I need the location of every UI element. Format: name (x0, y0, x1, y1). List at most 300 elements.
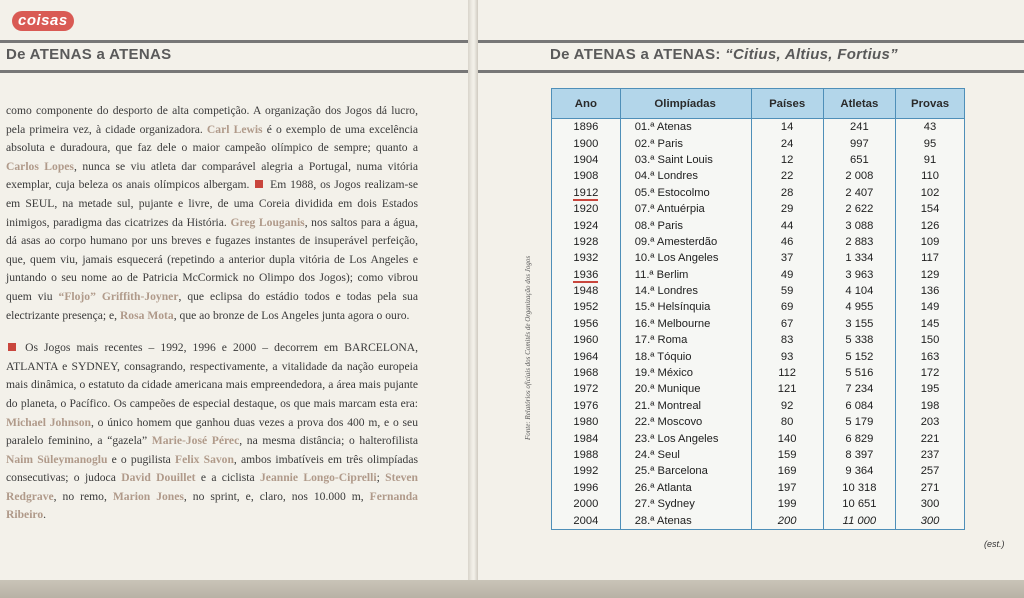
cell-athletes (823, 414, 895, 430)
cell-year-text: 1976 (573, 399, 599, 412)
cell-events-text: 221 (920, 432, 940, 445)
cell-countries-text: 159 (777, 449, 797, 461)
cell-athletes-text: 2 008 (845, 170, 874, 183)
table-row (552, 414, 965, 430)
cell-athletes (823, 430, 895, 446)
highlighted-name: Jeannie Longo-Ciprelli (260, 471, 377, 485)
cell-olympiad-text: 10.ª Los Angeles (634, 252, 719, 265)
highlighted-name: Michael Johnson (6, 415, 91, 429)
cell-countries-text: 83 (780, 334, 794, 347)
cell-year-text: 1952 (573, 301, 599, 314)
cell-countries-text: 140 (777, 432, 797, 445)
cell-year-text: 1912 (573, 186, 599, 199)
cell-olympiad-text: 28.ª Atenas (634, 514, 692, 527)
cell-year (552, 414, 621, 430)
cell-olympiad-text: 21.ª Montreal (634, 399, 702, 412)
cell-year-text: 1932 (573, 252, 599, 265)
cell-events-text: 300 (920, 514, 940, 527)
cell-year-text: 1964 (573, 350, 599, 363)
cell-events (896, 135, 965, 151)
text-run: e a ciclista (195, 471, 260, 485)
cell-year-text: 1968 (573, 367, 599, 380)
cell-year-text: 1980 (573, 416, 599, 429)
text-run: , nunca se viu atleta dar comparável alegria a Portugal, numa vitória exemplar, cuja beleza os anais olímpicos albergam. (6, 159, 418, 192)
cell-athletes-text: 5 338 (845, 334, 874, 347)
cell-events (896, 299, 965, 315)
article-paragraph-2 (6, 339, 418, 525)
cell-countries (751, 414, 823, 430)
cell-olympiad (620, 234, 751, 250)
cell-year (552, 168, 621, 184)
table-row (552, 463, 965, 479)
cell-olympiad-text: 16.ª Melbourne (634, 317, 711, 330)
cell-year-text: 1928 (573, 235, 599, 248)
cell-countries (751, 381, 823, 397)
cell-athletes-text: 5 179 (845, 416, 874, 429)
table-row (552, 283, 965, 299)
article-body (6, 102, 418, 539)
cell-countries (751, 152, 823, 168)
table-row (552, 496, 965, 512)
cell-olympiad (620, 430, 751, 446)
cell-countries (751, 168, 823, 184)
table-row (552, 185, 965, 201)
cell-athletes-text: 3 963 (845, 268, 874, 281)
table-body (552, 119, 965, 530)
cell-events (896, 168, 965, 184)
cell-countries-text: 200 (777, 514, 797, 527)
cell-events-text: 198 (920, 399, 940, 412)
cell-countries (751, 299, 823, 315)
cell-year-text: 1960 (573, 334, 599, 347)
cell-events (896, 152, 965, 168)
table-row (552, 398, 965, 414)
text-run: Em 1988, os Jogos realizam-se em SEUL, na metade sul, pujante e livre, de uma Coreia dividida em dois Estados inimigos, paradigma das cicatrizes da História. (6, 178, 419, 229)
cell-countries (751, 201, 823, 217)
highlighted-name: Rosa Mota (119, 308, 174, 322)
cell-events-text: 195 (920, 383, 940, 396)
cell-year (552, 348, 621, 364)
cell-olympiad (620, 480, 751, 496)
col-header-countries: Países (751, 89, 823, 119)
cell-events-text: 257 (920, 465, 940, 478)
cell-countries (751, 447, 823, 463)
cell-events (896, 398, 965, 414)
cell-olympiad (620, 348, 751, 364)
col-header-athletes: Atletas (823, 89, 895, 119)
cell-athletes (823, 185, 895, 201)
highlighted-name: Carl Lewis (206, 122, 263, 136)
cell-olympiad (620, 201, 751, 217)
estimate-note: (est.) (984, 539, 1005, 549)
text-run: , na mesma distância; o halterofilista (239, 434, 418, 448)
cell-countries-text: 93 (780, 350, 794, 363)
table-header-row (552, 89, 965, 119)
cell-olympiad-text: 05.ª Estocolmo (634, 186, 710, 199)
col-header-olympiad: Olimpíadas (620, 89, 751, 119)
table-row (552, 267, 965, 283)
text-run: , que ao bronze de Los Angeles junta agora o ouro. (173, 308, 410, 322)
cell-events (896, 414, 965, 430)
olympics-table (551, 88, 965, 530)
right-header-title: De ATENAS a ATENAS: (550, 46, 721, 63)
cell-year (552, 447, 621, 463)
cell-olympiad-text: 27.ª Sydney (634, 498, 695, 511)
cell-year-text: 1972 (573, 383, 599, 396)
cell-athletes-text: 8 397 (845, 449, 874, 461)
source-note (524, 426, 532, 440)
table-row (552, 381, 965, 397)
cell-events (896, 365, 965, 381)
cell-events-text: 300 (920, 498, 940, 511)
cell-olympiad (620, 365, 751, 381)
table-row (552, 152, 965, 168)
cell-events (896, 332, 965, 348)
cell-year (552, 267, 621, 283)
cell-olympiad (620, 398, 751, 414)
text-run: e o pugilista (107, 452, 175, 466)
cell-olympiad (620, 299, 751, 315)
book-gutter (468, 0, 478, 580)
cell-olympiad (620, 217, 751, 233)
cell-year-text: 2000 (573, 498, 599, 511)
cell-countries-text: 44 (780, 219, 794, 232)
cell-events (896, 430, 965, 446)
cell-year (552, 332, 621, 348)
cell-athletes-text: 5 152 (845, 350, 874, 363)
cell-events-text: 154 (920, 203, 940, 216)
cell-countries-text: 197 (777, 481, 797, 494)
cell-olympiad-text: 17.ª Roma (634, 334, 688, 347)
cell-countries (751, 283, 823, 299)
cell-olympiad-text: 20.ª Munique (634, 383, 701, 396)
cell-athletes-text: 6 829 (845, 432, 874, 445)
highlighted-name: David Douillet (121, 471, 196, 485)
cell-olympiad (620, 381, 751, 397)
cell-olympiad (620, 316, 751, 332)
cell-olympiad-text: 11.ª Berlim (634, 268, 689, 281)
text-run: ; (376, 471, 386, 485)
cell-athletes (823, 234, 895, 250)
cell-olympiad (620, 250, 751, 266)
highlighted-name: Steven Redgrave (6, 471, 419, 503)
cell-athletes (823, 447, 895, 463)
cell-events-text: 43 (923, 121, 937, 134)
text-run: , nos saltos para a água, dá asas ao corpo humano por uns breves e fugazes instantes de insuperável perfeição, que, quem viu, jamais esquecerá (repetindo a anterior dupla vitória de Los Angeles e juntando o seu nome ao de Patricia McCormick no Olimpo dos Jogos); como vibrou quem viu (6, 215, 418, 303)
text-run: é o exemplo de uma excelência absoluta e duradoura, que faz dele o maior campeão olímpico de sempre; quanto a (6, 122, 419, 155)
cell-athletes-text: 2 407 (845, 186, 874, 199)
cell-events (896, 250, 965, 266)
cell-athletes-text: 10 318 (842, 481, 877, 494)
cell-countries (751, 512, 823, 529)
cell-olympiad-text: 19.ª México (634, 367, 693, 380)
cell-countries-text: 29 (780, 203, 794, 216)
cell-olympiad (620, 283, 751, 299)
cell-countries (751, 217, 823, 233)
section-tab: coisas (12, 11, 74, 31)
cell-year-text: 1900 (573, 137, 599, 150)
cell-year (552, 496, 621, 512)
highlighted-name: Marie-José Pérec (151, 434, 240, 448)
highlighted-name: Naim Süleymanoglu (6, 452, 108, 466)
table-row (552, 365, 965, 381)
cell-athletes-text: 651 (850, 153, 869, 166)
cell-countries (751, 480, 823, 496)
cell-year-text: 1896 (573, 121, 599, 134)
cell-countries (751, 119, 823, 136)
cell-events-text: 91 (923, 153, 937, 166)
cell-countries (751, 185, 823, 201)
header-rule-bottom-left (0, 70, 468, 73)
cell-countries-text: 37 (780, 252, 794, 265)
cell-events-text: 163 (920, 350, 940, 363)
cell-athletes (823, 135, 895, 151)
cell-events (896, 217, 965, 233)
cell-year (552, 185, 621, 201)
cell-year-text: 1992 (573, 465, 599, 478)
cell-olympiad (620, 135, 751, 151)
cell-year-text: 1936 (573, 268, 599, 281)
table-row (552, 299, 965, 315)
cell-year-text: 1948 (573, 285, 599, 298)
table-row (552, 234, 965, 250)
cell-year (552, 463, 621, 479)
cell-athletes-text: 241 (850, 121, 869, 134)
cell-athletes (823, 496, 895, 512)
cell-athletes-text: 3 088 (845, 219, 874, 232)
cell-athletes-text: 2 883 (845, 235, 874, 248)
cell-olympiad-text: 24.ª Seul (634, 449, 680, 461)
header-rule-top-right (478, 40, 1024, 43)
red-square-marker (255, 180, 263, 188)
cell-olympiad (620, 168, 751, 184)
right-page-header (550, 46, 898, 63)
cell-year-text: 1908 (573, 170, 599, 183)
header-rule-bottom-right (478, 70, 1024, 73)
cell-events-text: 109 (920, 235, 940, 248)
cell-year (552, 430, 621, 446)
cell-year (552, 381, 621, 397)
table-row (552, 447, 965, 463)
article-paragraph-1 (6, 102, 418, 325)
cell-athletes-text: 7 234 (845, 383, 874, 396)
cell-olympiad-text: 26.ª Atlanta (634, 481, 692, 494)
cell-countries-text: 59 (780, 285, 794, 298)
cell-athletes-text: 3 155 (845, 317, 874, 330)
text-run: , o único homem que ganhou duas vezes a prova dos 400 m, e o seu paralelo feminino, a “gazela” (6, 415, 418, 448)
cell-year (552, 135, 621, 151)
cell-countries-text: 22 (780, 170, 794, 183)
cell-countries (751, 496, 823, 512)
cell-athletes (823, 480, 895, 496)
cell-events (896, 283, 965, 299)
cell-olympiad-text: 09.ª Amesterdão (634, 235, 718, 248)
text-run: . (43, 508, 47, 522)
cell-year (552, 299, 621, 315)
cell-year (552, 250, 621, 266)
cell-events-text: 126 (920, 219, 940, 232)
cell-events-text: 145 (920, 317, 940, 330)
cell-olympiad-text: 08.ª Paris (634, 219, 683, 232)
table-row (552, 348, 965, 364)
cell-year (552, 119, 621, 136)
cell-olympiad (620, 267, 751, 283)
cell-events-text: 150 (920, 334, 940, 347)
cell-events (896, 234, 965, 250)
cell-year (552, 512, 621, 529)
cell-year-text: 1904 (573, 153, 599, 166)
cell-events (896, 496, 965, 512)
cell-olympiad (620, 496, 751, 512)
cell-olympiad (620, 512, 751, 529)
highlighted-name: Felix Savon (175, 452, 234, 466)
cell-olympiad-text: 04.ª Londres (634, 170, 698, 183)
table-row (552, 217, 965, 233)
cell-olympiad-text: 07.ª Antuérpia (634, 203, 705, 216)
cell-olympiad (620, 185, 751, 201)
cell-olympiad (620, 414, 751, 430)
cell-countries-text: 69 (780, 301, 794, 314)
table-row (552, 430, 965, 446)
cell-olympiad (620, 119, 751, 136)
cell-olympiad-text: 01.ª Atenas (634, 121, 692, 134)
cell-countries (751, 234, 823, 250)
cell-year (552, 398, 621, 414)
cell-countries (751, 365, 823, 381)
table-row (552, 316, 965, 332)
cell-events (896, 512, 965, 529)
cell-olympiad-text: 03.ª Saint Louis (634, 153, 713, 166)
cell-countries-text: 28 (780, 186, 794, 199)
cell-athletes-text: 997 (850, 137, 869, 150)
cell-countries-text: 14 (780, 121, 794, 134)
highlighted-name: Marion Jones (112, 489, 184, 503)
table-row (552, 512, 965, 529)
text-run: , no remo, (53, 489, 113, 503)
table-row (552, 119, 965, 136)
cell-athletes (823, 152, 895, 168)
cell-events-text: 203 (920, 416, 940, 429)
cell-events (896, 185, 965, 201)
header-rule-top-left (0, 40, 468, 43)
cell-countries (751, 332, 823, 348)
right-header-motto: “Citius, Altius, Fortius” (725, 46, 898, 63)
cell-olympiad-text: 25.ª Barcelona (634, 465, 708, 478)
cell-year-text: 1956 (573, 317, 599, 330)
cell-olympiad (620, 332, 751, 348)
cell-athletes (823, 381, 895, 397)
table-row (552, 168, 965, 184)
cell-countries-text: 169 (777, 465, 797, 478)
cell-year-text: 2004 (573, 514, 599, 527)
cell-athletes-text: 2 622 (845, 203, 874, 216)
cell-athletes-text: 4 104 (845, 285, 874, 298)
cell-events-text: 237 (920, 449, 940, 461)
table-row (552, 480, 965, 496)
cell-athletes (823, 365, 895, 381)
cell-athletes-text: 1 334 (845, 252, 874, 265)
highlighted-name: “Flojo” Griffith-Joyner (58, 289, 179, 303)
cell-athletes (823, 217, 895, 233)
book-bottom-edge (0, 580, 1024, 598)
cell-countries (751, 267, 823, 283)
cell-athletes-text: 4 955 (845, 301, 874, 314)
cell-year-text: 1996 (573, 481, 599, 494)
cell-events-text: 95 (923, 137, 937, 150)
cell-events-text: 271 (920, 481, 940, 494)
cell-countries (751, 348, 823, 364)
cell-olympiad-text: 23.ª Los Angeles (634, 432, 719, 445)
cell-olympiad (620, 152, 751, 168)
cell-events-text: 172 (920, 367, 940, 380)
cell-olympiad (620, 447, 751, 463)
cell-athletes (823, 348, 895, 364)
cell-year (552, 234, 621, 250)
cell-athletes-text: 11 000 (842, 514, 877, 527)
cell-events (896, 381, 965, 397)
cell-countries-text: 46 (780, 235, 794, 248)
cell-olympiad-text: 18.ª Tóquio (634, 350, 692, 363)
col-header-events: Provas (896, 89, 965, 119)
cell-athletes (823, 283, 895, 299)
cell-year (552, 480, 621, 496)
cell-athletes (823, 119, 895, 136)
table-row (552, 250, 965, 266)
cell-countries-text: 24 (780, 137, 794, 150)
cell-countries-text: 67 (780, 317, 794, 330)
cell-athletes (823, 201, 895, 217)
cell-countries-text: 12 (780, 153, 794, 166)
cell-year (552, 201, 621, 217)
cell-countries-text: 49 (780, 268, 794, 281)
cell-year-text: 1924 (573, 219, 599, 232)
cell-olympiad (620, 463, 751, 479)
cell-events-text: 149 (920, 301, 940, 314)
cell-year-text: 1988 (573, 449, 599, 461)
highlighted-name: Greg Louganis (230, 215, 305, 229)
cell-countries (751, 463, 823, 479)
cell-events (896, 463, 965, 479)
cell-countries-text: 112 (778, 367, 797, 380)
cell-olympiad-text: 22.ª Moscovo (634, 416, 703, 429)
text-run: , ambos imbatíveis em três olimpíadas consecutivas; o judoca (6, 452, 418, 485)
cell-events (896, 447, 965, 463)
cell-athletes (823, 316, 895, 332)
cell-countries (751, 135, 823, 151)
cell-events (896, 267, 965, 283)
cell-year (552, 152, 621, 168)
cell-countries (751, 430, 823, 446)
cell-countries (751, 250, 823, 266)
cell-year (552, 365, 621, 381)
cell-athletes-text: 9 364 (845, 465, 874, 478)
cell-olympiad-text: 02.ª Paris (634, 137, 683, 150)
table-row (552, 135, 965, 151)
cell-countries (751, 398, 823, 414)
cell-events (896, 480, 965, 496)
table-row (552, 332, 965, 348)
text-run: , que eclipsa do estádio todos e todas pela sua electrizante presença; e, (6, 289, 418, 322)
red-square-marker (8, 343, 16, 351)
cell-year (552, 283, 621, 299)
cell-athletes (823, 267, 895, 283)
cell-events (896, 119, 965, 136)
text-run: , no sprint, e, claro, nos 10.000 m, (183, 489, 370, 503)
cell-events (896, 348, 965, 364)
cell-countries-text: 121 (777, 383, 797, 396)
cell-events (896, 201, 965, 217)
cell-olympiad-text: 14.ª Londres (634, 285, 698, 298)
